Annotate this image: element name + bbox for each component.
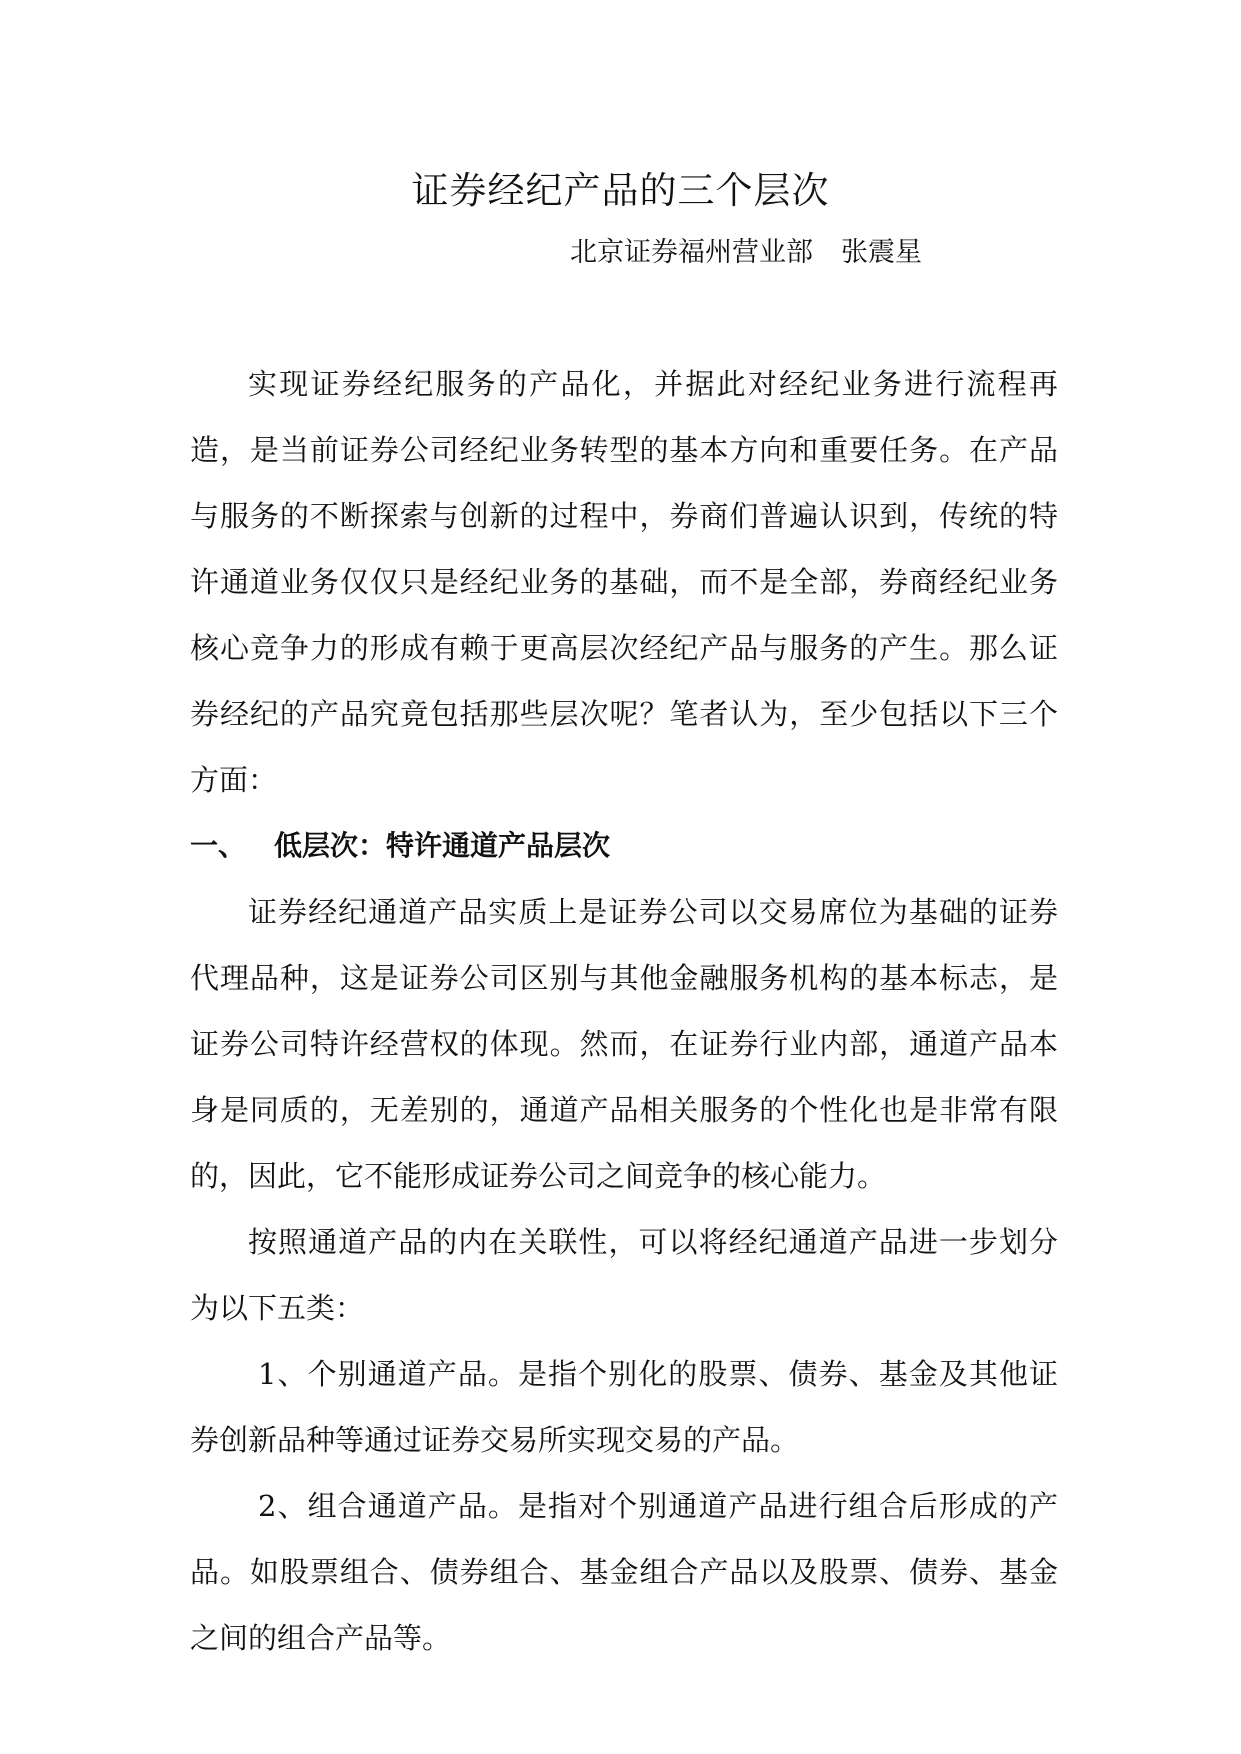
document-body (190, 351, 1058, 1671)
author-name: 张震星 (841, 237, 922, 268)
byline (570, 230, 1130, 269)
list-item: 1、个别通道产品。是指个别化的股票、债券、基金及其他证券创新品种等通过证券交易所实现交易的产品。 (190, 1357, 1058, 1457)
intro-paragraph: 实现证券经纪服务的产品化，并据此对经纪业务进行流程再造，是当前证券公司经纪业务转型的基本方向和重要任务。在产品与服务的不断探索与创新的过程中，券商们普遍认识到，传统的特许通道业务仅仅只是经纪业务的基础，而不是全部，券商经纪业务核心竞争力的形成有赖于更高层次经纪产品与服务的产生。那么证券经纪的产品究竟包括那些层次呢？笔者认为，至少包括以下三个方面： (190, 367, 1058, 797)
list-item: 2、组合通道产品。是指对个别通道产品进行组合后形成的产品。如股票组合、债券组合、基金组合产品以及股票、债券、基金之间的组合产品等。 (190, 1489, 1058, 1655)
document-title: 证券经纪产品的三个层次 (411, 169, 830, 212)
section-paragraph: 证券经纪通道产品实质上是证券公司以交易席位为基础的证券代理品种，这是证券公司区别与其他金融服务机构的基本标志，是证券公司特许经营权的体现。然而，在证券行业内部，通道产品本身是同质的，无差别的，通道产品相关服务的个性化也是非常有限的，因此，它不能形成证券公司之间竞争的核心能力。 (190, 895, 1058, 1193)
section-heading (190, 813, 1058, 879)
section-paragraph: 按照通道产品的内在关联性，可以将经纪通道产品进一步划分为以下五类： (190, 1225, 1058, 1325)
section-heading-number: 一、 (190, 829, 247, 862)
author-affiliation: 北京证券福州营业部 (570, 237, 813, 268)
section-heading-text: 低层次：特许通道产品层次 (274, 829, 611, 862)
